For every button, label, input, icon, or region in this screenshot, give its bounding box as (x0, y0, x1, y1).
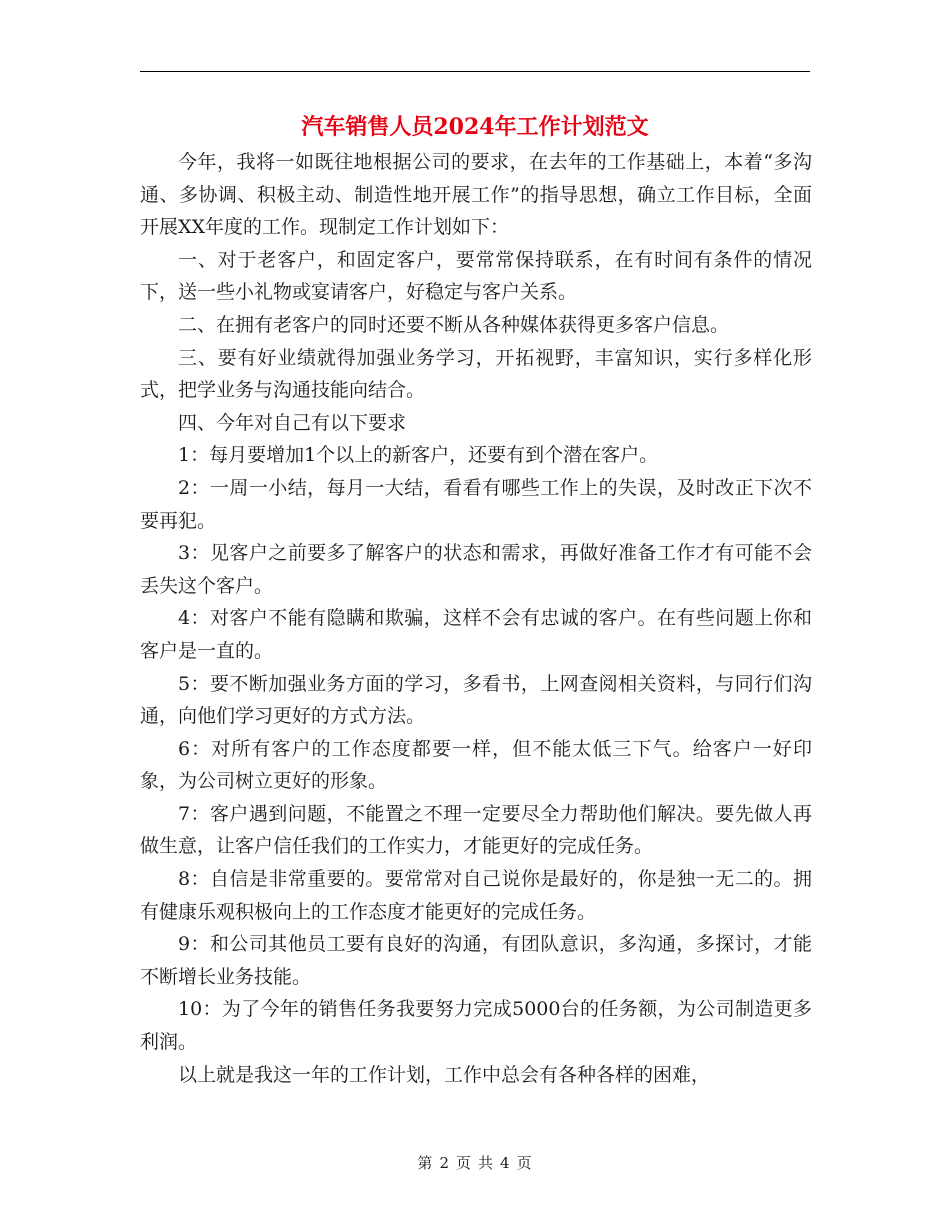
document-title: 汽车销售人员2024年工作计划范文 (301, 114, 649, 140)
header-rule (140, 71, 810, 72)
requirement-2: 2：一周一小结，每月一大结，看看有哪些工作上的失误，及时改正下次不要再犯。 (140, 476, 812, 532)
page-footer (0, 1152, 950, 1173)
paragraph-item-4: 四、今年对自己有以下要求 (178, 411, 407, 434)
requirement-9: 9：和公司其他员工要有良好的沟通，有团队意识，多沟通，多探讨，才能不断增长业务技能。 (140, 933, 812, 988)
requirement-4: 4：对客户不能有隐瞒和欺骗，这样不会有忠诚的客户。在有些问题上你和客户是一直的。 (140, 607, 812, 662)
footer-total-unit: 页 (516, 1154, 533, 1172)
footer-total-prefix: 共 (478, 1154, 495, 1172)
document-body (140, 146, 812, 1091)
footer-page-total: 4 (500, 1154, 511, 1172)
requirement-8: 8：自信是非常重要的。要常常对自己说你是最好的，你是独一无二的。拥有健康乐观积极向上的工作态度才能更好的完成任务。 (140, 868, 812, 923)
requirement-7: 7：客户遇到问题，不能置之不理一定要尽全力帮助他们解决。要先做人再做生意，让客户信任我们的工作实力，才能更好的完成任务。 (140, 802, 812, 858)
requirement-5: 5：要不断加强业务方面的学习，多看书，上网查阅相关资料，与同行们沟通，向他们学习更好的方式方法。 (140, 672, 812, 728)
paragraph-closing: 以上就是我这一年的工作计划，工作中总会有各种各样的困难， (178, 1063, 711, 1086)
paragraph-item-3: 三、要有好业绩就得加强业务学习，开拓视野，丰富知识，实行多样化形式，把学业务与沟通技能向结合。 (140, 346, 812, 402)
footer-page-current: 2 (439, 1154, 450, 1172)
footer-page-prefix: 第 (417, 1154, 434, 1172)
paragraph-item-2: 二、在拥有老客户的同时还要不断从各种媒体获得更多客户信息。 (178, 313, 730, 336)
paragraph-item-1: 一、对于老客户，和固定客户，要常常保持联系，在有时间有条件的情况下，送一些小礼物或宴请客户，好稳定与客户关系。 (140, 248, 812, 304)
requirement-3: 3：见客户之前要多了解客户的状态和需求，再做好准备工作才有可能不会丢失这个客户。 (140, 542, 812, 597)
requirement-1: 1：每月要增加1个以上的新客户，还要有到个潜在客户。 (178, 444, 659, 467)
requirement-10: 10：为了今年的销售任务我要努力完成5000台的任务额，为公司制造更多利润。 (140, 998, 812, 1054)
footer-page-unit: 页 (455, 1154, 472, 1172)
requirement-6: 6：对所有客户的工作态度都要一样，但不能太低三下气。给客户一好印象，为公司树立更好的形象。 (140, 737, 812, 793)
paragraph-intro: 今年，我将一如既往地根据公司的要求，在去年的工作基础上，本着“多沟通、多协调、积极主动、制造性地开展工作”的指导思想，确立工作目标，全面开展XX年度的工作。现制定工作计划如下： (140, 151, 812, 239)
